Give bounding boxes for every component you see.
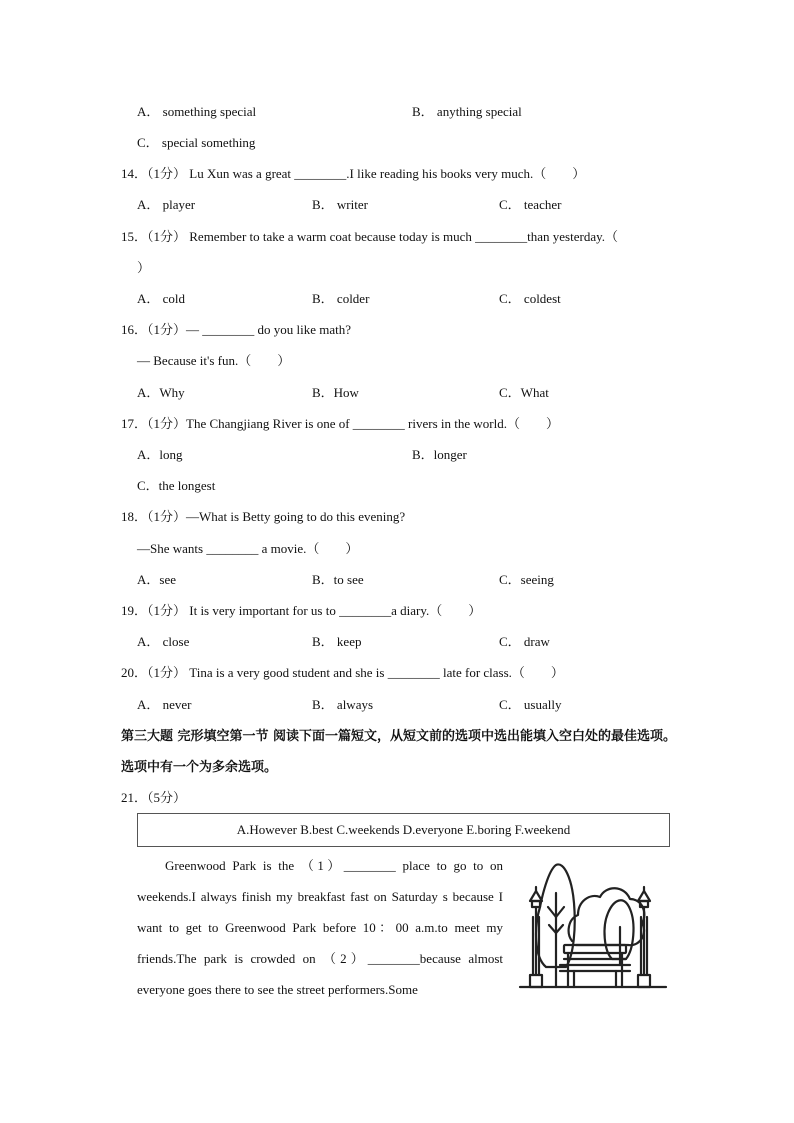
q16-options-row	[0, 385, 794, 401]
q17-options-row	[0, 447, 794, 463]
option-a: A． something special	[137, 104, 257, 119]
question-16-stem-cont: — Because it's fun.（ ）	[137, 353, 291, 368]
q20-options-row	[0, 697, 794, 713]
option-c: C．seeing	[499, 572, 554, 587]
question-17-stem: 17．（1分）The Changjiang River is one of ________ rivers in the world.（ ）	[121, 416, 559, 431]
question-18-stem-cont: —She wants ________ a movie.（ ）	[137, 541, 359, 556]
q15-options-row	[0, 291, 794, 307]
option-a: A．long	[137, 447, 183, 462]
q14-options-row	[0, 197, 794, 213]
option-c: C． usually	[499, 697, 562, 712]
option-a: A． never	[137, 697, 192, 712]
option-b: B． keep	[312, 634, 362, 649]
option-a: A． close	[137, 634, 190, 649]
section-3-heading: 第三大题 完形填空第一节 阅读下面一篇短文，从短文前的选项中选出能填入空白处的最佳选项。选项中有一个为多余选项。	[121, 729, 677, 775]
option-c: C．the longest	[137, 478, 216, 493]
question-20-stem: 20．（1分） Tina is a very good student and she is ________ late for class.（ ）	[121, 665, 564, 680]
option-a: A． cold	[137, 291, 186, 306]
question-15-stem-cont: ）	[137, 260, 151, 275]
option-c: C．What	[499, 385, 549, 400]
option-c: C． special something	[137, 135, 256, 150]
passage-paragraph: Greenwood Park is the （1）________ place to go to on weekends.I always finish my breakfast fast on Saturday s because I want to get to Greenwood Park before 10：00 a.m.to meet my friends.The park is crowded on （2）________because almost everyone goes there to see the street performers.Some	[137, 858, 503, 997]
q18-options-row	[0, 572, 794, 588]
option-a: A．see	[137, 572, 176, 587]
question-14-stem: 14．（1分） Lu Xun was a great ________.I like reading his books very much.（ ）	[121, 166, 586, 181]
question-19-stem: 19．（1分） It is very important for us to ________a diary.（ ）	[121, 603, 482, 618]
option-c: C． coldest	[499, 291, 561, 306]
option-b: B． colder	[312, 291, 370, 306]
option-b: B．How	[312, 385, 359, 400]
choices-box	[137, 813, 670, 847]
option-b: B． anything special	[412, 104, 522, 119]
q13-options-row	[0, 104, 794, 120]
question-18-stem: 18．（1分）—What is Betty going to do this evening?	[121, 509, 406, 524]
question-16-stem: 16．（1分）— ________ do you like math?	[121, 322, 352, 337]
question-15-stem: 15．（1分） Remember to take a warm coat because today is much ________than yesterday.（	[121, 229, 618, 244]
option-b: B．to see	[312, 572, 364, 587]
park-bench-lamps-trees-icon	[516, 857, 670, 991]
reading-passage	[137, 850, 503, 1005]
option-b: B． writer	[312, 197, 368, 212]
option-b: B．longer	[412, 447, 467, 462]
q13-options-row-2	[0, 135, 794, 151]
question-21-stem: 21．（5分）	[121, 790, 187, 805]
choices-text: A.However B.best C.weekends D.everyone E.boring F.weekend	[236, 822, 571, 837]
option-a: A． player	[137, 197, 196, 212]
option-c: C． teacher	[499, 197, 562, 212]
option-c: C． draw	[499, 634, 550, 649]
option-b: B． always	[312, 697, 374, 712]
q19-options-row	[0, 634, 794, 650]
option-a: A．Why	[137, 385, 185, 400]
q17-options-row-2	[0, 478, 794, 494]
